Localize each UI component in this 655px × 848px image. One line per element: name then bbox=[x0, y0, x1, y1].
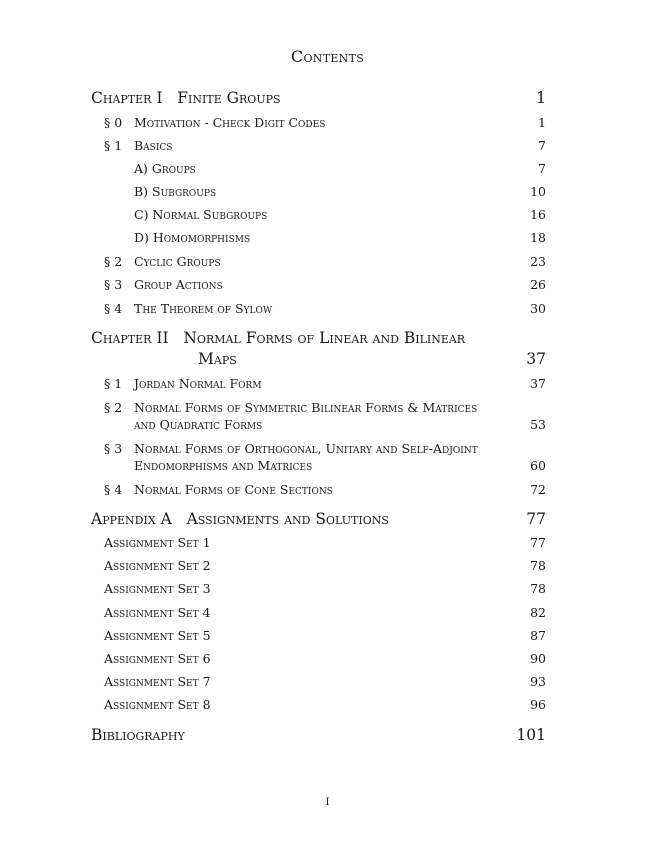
assignment-set-title: Assignment Set 6 bbox=[104, 651, 211, 666]
assignment-set-row[interactable] bbox=[104, 651, 546, 666]
section-title: Basics bbox=[134, 138, 173, 153]
assignment-set-row[interactable] bbox=[104, 558, 546, 573]
assignment-set-row[interactable] bbox=[104, 674, 546, 689]
chapter-2-title: Normal Forms of Linear and Bilinear bbox=[183, 329, 466, 347]
appendix-a-title: Assignments and Solutions bbox=[186, 510, 389, 528]
assignment-set-row[interactable] bbox=[104, 535, 546, 550]
assignment-set-page: 78 bbox=[530, 581, 546, 596]
chapter-2-heading[interactable] bbox=[91, 329, 546, 347]
section-title: Group Actions bbox=[134, 277, 223, 292]
subsection-page: 18 bbox=[530, 230, 546, 245]
assignment-set-title: Assignment Set 3 bbox=[104, 581, 211, 596]
subsection-page: 10 bbox=[530, 184, 546, 199]
subsection-title: D) Homomorphisms bbox=[134, 230, 251, 245]
section-number: § 2 bbox=[104, 254, 123, 269]
assignment-set-page: 96 bbox=[530, 697, 546, 712]
section-title: Motivation - Check Digit Codes bbox=[134, 115, 326, 130]
section-page: 23 bbox=[530, 254, 546, 269]
toc-subsection-row[interactable] bbox=[134, 161, 546, 176]
section-page: 1 bbox=[538, 115, 546, 130]
section-page: 7 bbox=[538, 138, 546, 153]
page-number: I bbox=[325, 797, 330, 808]
section-title-line1: Normal Forms of Symmetric Bilinear Forms & Matrices bbox=[134, 400, 478, 415]
chapter-1-label: Chapter I bbox=[91, 89, 163, 107]
section-title: Jordan Normal Form bbox=[134, 376, 262, 391]
assignment-set-title: Assignment Set 4 bbox=[104, 605, 211, 620]
toc-section-row[interactable] bbox=[104, 441, 546, 477]
toc-subsection-row[interactable] bbox=[134, 207, 546, 222]
chapter-2-label: Chapter II bbox=[91, 329, 169, 347]
chapter-1-page: 1 bbox=[536, 89, 546, 107]
toc-subsection-row[interactable] bbox=[134, 184, 546, 199]
subsection-page: 7 bbox=[538, 161, 546, 176]
assignment-set-page: 77 bbox=[530, 535, 546, 550]
subsection-title: C) Normal Subgroups bbox=[134, 207, 268, 222]
section-number: § 0 bbox=[104, 115, 123, 130]
section-page: 26 bbox=[530, 277, 546, 292]
section-page: 60 bbox=[530, 458, 546, 473]
section-page: 30 bbox=[530, 301, 546, 316]
appendix-a-heading[interactable] bbox=[91, 510, 546, 528]
toc-subsection-row[interactable] bbox=[134, 230, 546, 245]
section-number: § 4 bbox=[104, 482, 123, 497]
section-number: § 1 bbox=[104, 138, 123, 153]
subsection-page: 16 bbox=[530, 207, 546, 222]
assignment-set-title: Assignment Set 5 bbox=[104, 628, 211, 643]
section-title-line2: and Quadratic Forms bbox=[134, 417, 263, 432]
section-number: § 3 bbox=[104, 441, 123, 456]
subsection-title: B) Subgroups bbox=[134, 184, 217, 199]
appendix-a-label: Appendix A bbox=[91, 510, 172, 528]
chapter-1-heading[interactable] bbox=[91, 89, 546, 107]
assignment-set-page: 87 bbox=[530, 628, 546, 643]
section-title: Cyclic Groups bbox=[134, 254, 221, 269]
assignment-set-row[interactable] bbox=[104, 697, 546, 712]
assignment-set-row[interactable] bbox=[104, 605, 546, 620]
assignment-set-title: Assignment Set 1 bbox=[104, 535, 211, 550]
section-page: 53 bbox=[530, 417, 546, 432]
section-title-line1: Normal Forms of Orthogonal, Unitary and Self-Adjoint bbox=[134, 441, 478, 456]
section-page: 37 bbox=[530, 376, 546, 391]
section-number: § 2 bbox=[104, 400, 123, 415]
section-number: § 1 bbox=[104, 376, 123, 391]
assignment-set-page: 93 bbox=[530, 674, 546, 689]
section-title: The Theorem of Sylow bbox=[134, 301, 273, 316]
section-title-line2: Endomorphisms and Matrices bbox=[134, 458, 313, 473]
appendix-a-page: 77 bbox=[526, 510, 546, 528]
chapter-1-title: Finite Groups bbox=[177, 89, 281, 107]
subsection-title: A) Groups bbox=[134, 161, 196, 176]
assignment-set-page: 90 bbox=[530, 651, 546, 666]
section-number: § 4 bbox=[104, 301, 123, 316]
page-title: Contents bbox=[290, 47, 365, 66]
toc-section-row[interactable] bbox=[104, 400, 546, 436]
bibliography-label: Bibliography bbox=[91, 726, 185, 744]
assignment-set-title: Assignment Set 2 bbox=[104, 558, 211, 573]
chapter-2-title-cont: Maps bbox=[198, 350, 237, 368]
assignment-set-title: Assignment Set 8 bbox=[104, 697, 211, 712]
bibliography-page: 101 bbox=[516, 726, 546, 744]
section-page: 72 bbox=[530, 482, 546, 497]
assignment-set-page: 78 bbox=[530, 558, 546, 573]
bibliography-heading[interactable] bbox=[91, 726, 546, 744]
section-number: § 3 bbox=[104, 277, 123, 292]
assignment-set-page: 82 bbox=[530, 605, 546, 620]
assignment-set-row[interactable] bbox=[104, 628, 546, 643]
chapter-2-page: 37 bbox=[526, 350, 546, 368]
assignment-set-title: Assignment Set 7 bbox=[104, 674, 211, 689]
assignment-set-row[interactable] bbox=[104, 581, 546, 596]
section-title: Normal Forms of Cone Sections bbox=[134, 482, 333, 497]
